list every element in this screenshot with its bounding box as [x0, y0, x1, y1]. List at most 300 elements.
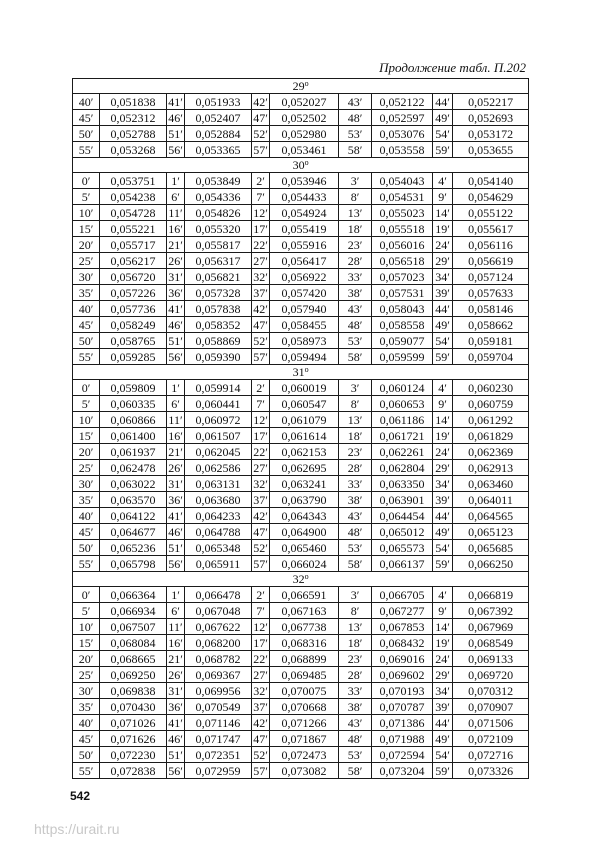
value-cell: 0,053849 — [185, 173, 252, 189]
minute-cell: 43′ — [339, 301, 372, 317]
minute-cell: 42′ — [253, 715, 268, 730]
value-cell: 0,063460 — [453, 476, 529, 492]
value-cell: 0,070193 — [372, 683, 433, 699]
minute-cell: 47′ — [253, 524, 268, 539]
value-cell: 0,069250 — [100, 667, 167, 683]
minute-cell: 22′ — [253, 651, 268, 666]
minute-cell: 19′ — [433, 635, 453, 651]
value-cell: 0,071626 — [100, 731, 167, 747]
minute-cell: 20′ — [73, 651, 100, 667]
value-cell: 0,057124 — [453, 269, 529, 285]
minute-cell: 5′ — [73, 603, 100, 619]
table-row — [73, 301, 529, 317]
value-cell: 0,061400 — [100, 428, 167, 444]
value-cell: 0,052980 — [270, 126, 339, 142]
value-cell: 0,061721 — [372, 428, 433, 444]
degree-mark: o — [304, 571, 309, 581]
minute-cell: 50′ — [73, 747, 100, 763]
angle-degrees: 31 — [292, 364, 305, 379]
table-row — [73, 253, 529, 269]
value-cell: 0,070907 — [453, 699, 529, 715]
value-cell: 0,062804 — [372, 460, 433, 476]
source-watermark: https://urait.ru — [34, 821, 120, 837]
minute-cell: 42′ — [253, 94, 268, 109]
value-cell: 0,052122 — [372, 94, 433, 110]
value-cell: 0,055221 — [100, 221, 167, 237]
minute-cell: 34′ — [433, 476, 453, 492]
value-cell: 0,059494 — [270, 349, 339, 365]
value-cell: 0,064122 — [100, 508, 167, 524]
value-cell: 0,067163 — [270, 603, 339, 619]
table-row — [73, 205, 529, 221]
minute-cell: 59′ — [433, 763, 453, 779]
value-cell: 0,063022 — [100, 476, 167, 492]
value-cell: 0,072109 — [453, 731, 529, 747]
value-cell: 0,063570 — [100, 492, 167, 508]
value-cell: 0,056619 — [453, 253, 529, 269]
minute-cell: 43′ — [339, 94, 372, 110]
value-cell: 0,071867 — [270, 731, 339, 747]
value-cell: 0,057023 — [372, 269, 433, 285]
minute-cell: 16′ — [168, 635, 183, 650]
minute-cell: 29′ — [433, 253, 453, 269]
minute-cell: 27′ — [253, 253, 268, 268]
minute-cell: 50′ — [73, 126, 100, 142]
value-cell: 0,065012 — [372, 524, 433, 540]
minute-cell: 34′ — [433, 269, 453, 285]
minute-cell: 57′ — [253, 142, 268, 157]
table-row — [73, 428, 529, 444]
value-cell: 0,066934 — [100, 603, 167, 619]
value-cell: 0,072716 — [453, 747, 529, 763]
minute-cell: 28′ — [339, 253, 372, 269]
minute-cell: 51′ — [168, 540, 183, 555]
value-cell: 0,054531 — [372, 189, 433, 205]
value-cell: 0,069838 — [100, 683, 167, 699]
values-table-container — [72, 78, 528, 779]
minute-cell: 19′ — [433, 428, 453, 444]
minute-cell: 25′ — [73, 253, 100, 269]
minute-cell: 26′ — [168, 460, 183, 475]
value-cell: 0,051933 — [185, 94, 252, 110]
minute-cell: 14′ — [433, 205, 453, 221]
value-cell: 0,060759 — [453, 396, 529, 412]
value-cell: 0,058869 — [185, 333, 252, 349]
minute-cell: 6′ — [167, 396, 185, 412]
table-row — [73, 651, 529, 667]
minute-cell: 33′ — [339, 476, 372, 492]
minute-cell: 24′ — [433, 651, 453, 667]
angle-degrees: 30 — [292, 157, 305, 172]
value-cell: 0,054140 — [453, 173, 529, 189]
value-cell: 0,072594 — [372, 747, 433, 763]
minute-cell: 0′ — [73, 173, 100, 189]
value-cell: 0,054728 — [100, 205, 167, 221]
value-cell: 0,064900 — [270, 524, 339, 540]
table-row — [73, 667, 529, 683]
minute-cell: 49′ — [433, 524, 453, 540]
table-body — [73, 79, 529, 779]
minute-cell: 46′ — [168, 731, 183, 746]
minute-cell: 26′ — [168, 667, 183, 682]
minute-cell: 36′ — [168, 285, 183, 300]
minute-cell: 44′ — [433, 301, 453, 317]
value-cell: 0,059704 — [453, 349, 529, 365]
value-cell: 0,068432 — [372, 635, 433, 651]
value-cell: 0,055122 — [453, 205, 529, 221]
minute-cell: 47′ — [253, 731, 268, 746]
minute-cell: 39′ — [433, 492, 453, 508]
value-cell: 0,069016 — [372, 651, 433, 667]
minute-cell: 42′ — [253, 508, 268, 523]
value-cell: 0,066591 — [270, 587, 339, 603]
minute-cell: 58′ — [339, 142, 372, 158]
value-cell: 0,061614 — [270, 428, 339, 444]
value-cell: 0,066137 — [372, 556, 433, 572]
table-row — [73, 285, 529, 301]
minute-cell: 9′ — [433, 189, 453, 205]
value-cell: 0,073082 — [270, 763, 339, 779]
minute-cell: 54′ — [433, 333, 453, 349]
value-cell: 0,069602 — [372, 667, 433, 683]
value-cell: 0,059914 — [185, 380, 252, 396]
minute-cell: 26′ — [168, 253, 183, 268]
value-cell: 0,063131 — [185, 476, 252, 492]
minute-cell: 38′ — [339, 285, 372, 301]
minute-cell: 38′ — [339, 699, 372, 715]
minute-cell: 5′ — [73, 396, 100, 412]
minute-cell: 18′ — [339, 428, 372, 444]
minute-cell: 36′ — [168, 699, 183, 714]
value-cell: 0,069485 — [270, 667, 339, 683]
table-row — [73, 747, 529, 763]
minute-cell: 1′ — [167, 587, 185, 603]
minute-cell: 35′ — [73, 285, 100, 301]
minute-cell: 30′ — [73, 683, 100, 699]
minute-cell: 49′ — [433, 317, 453, 333]
minute-cell: 48′ — [339, 317, 372, 333]
minute-cell: 9′ — [433, 603, 453, 619]
value-cell: 0,053558 — [372, 142, 433, 158]
minute-cell: 28′ — [339, 460, 372, 476]
minute-cell: 29′ — [433, 667, 453, 683]
value-cell: 0,072473 — [270, 747, 339, 763]
value-cell: 0,071386 — [372, 715, 433, 731]
value-cell: 0,066705 — [372, 587, 433, 603]
minute-cell: 20′ — [73, 444, 100, 460]
value-cell: 0,064011 — [453, 492, 529, 508]
value-cell: 0,067622 — [185, 619, 252, 635]
minute-cell: 11′ — [168, 412, 183, 427]
minute-cell: 47′ — [253, 317, 268, 332]
table-row — [73, 412, 529, 428]
minute-cell: 6′ — [167, 603, 185, 619]
value-cell: 0,067048 — [185, 603, 252, 619]
value-cell: 0,061186 — [372, 412, 433, 428]
value-cell: 0,065236 — [100, 540, 167, 556]
value-cell: 0,055916 — [270, 237, 339, 253]
value-cell: 0,057736 — [100, 301, 167, 317]
minute-cell: 4′ — [433, 173, 453, 189]
value-cell: 0,071988 — [372, 731, 433, 747]
minute-cell: 21′ — [168, 651, 183, 666]
minute-cell: 39′ — [433, 699, 453, 715]
minute-cell: 46′ — [168, 317, 183, 332]
table-row — [73, 189, 529, 205]
minute-cell: 50′ — [73, 540, 100, 556]
minute-cell: 41′ — [168, 301, 183, 316]
minute-cell: 37′ — [253, 699, 268, 714]
value-cell: 0,067969 — [453, 619, 529, 635]
minute-cell: 4′ — [433, 380, 453, 396]
value-cell: 0,052693 — [453, 110, 529, 126]
table-row — [73, 476, 529, 492]
minute-cell: 2′ — [252, 173, 270, 189]
minute-cell: 53′ — [339, 126, 372, 142]
minute-cell: 3′ — [339, 173, 372, 189]
values-table — [72, 78, 529, 779]
minute-cell: 40′ — [73, 715, 100, 731]
page-number: 542 — [70, 789, 91, 803]
value-cell: 0,057633 — [453, 285, 529, 301]
degree-mark: o — [304, 78, 309, 88]
value-cell: 0,068200 — [185, 635, 252, 651]
value-cell: 0,070430 — [100, 699, 167, 715]
value-cell: 0,052502 — [270, 110, 339, 126]
minute-cell: 25′ — [73, 460, 100, 476]
value-cell: 0,064343 — [270, 508, 339, 524]
minute-cell: 15′ — [73, 635, 100, 651]
value-cell: 0,056518 — [372, 253, 433, 269]
value-cell: 0,055419 — [270, 221, 339, 237]
minute-cell: 49′ — [433, 731, 453, 747]
angle-degrees: 29 — [292, 78, 305, 93]
table-row — [73, 763, 529, 779]
value-cell: 0,055518 — [372, 221, 433, 237]
value-cell: 0,067738 — [270, 619, 339, 635]
value-cell: 0,064788 — [185, 524, 252, 540]
minute-cell: 55′ — [73, 763, 100, 779]
value-cell: 0,070668 — [270, 699, 339, 715]
minute-cell: 58′ — [339, 349, 372, 365]
value-cell: 0,073204 — [372, 763, 433, 779]
minute-cell: 32′ — [253, 683, 268, 698]
value-cell: 0,070312 — [453, 683, 529, 699]
value-cell: 0,069133 — [453, 651, 529, 667]
value-cell: 0,052027 — [270, 94, 339, 110]
table-row — [73, 508, 529, 524]
minute-cell: 50′ — [73, 333, 100, 349]
minute-cell: 32′ — [253, 476, 268, 491]
section-angle-header — [73, 365, 529, 380]
minute-cell: 10′ — [73, 205, 100, 221]
table-row — [73, 587, 529, 603]
value-cell: 0,066250 — [453, 556, 529, 572]
minute-cell: 59′ — [433, 349, 453, 365]
minute-cell: 46′ — [168, 110, 183, 125]
minute-cell: 6′ — [167, 189, 185, 205]
minute-cell: 40′ — [73, 94, 100, 110]
value-cell: 0,064677 — [100, 524, 167, 540]
minute-cell: 44′ — [433, 94, 453, 110]
value-cell: 0,071146 — [185, 715, 252, 731]
minute-cell: 52′ — [253, 747, 268, 762]
minute-cell: 48′ — [339, 524, 372, 540]
minute-cell: 1′ — [167, 380, 185, 396]
value-cell: 0,058043 — [372, 301, 433, 317]
value-cell: 0,068665 — [100, 651, 167, 667]
value-cell: 0,072838 — [100, 763, 167, 779]
value-cell: 0,052217 — [453, 94, 529, 110]
minute-cell: 24′ — [433, 237, 453, 253]
value-cell: 0,065348 — [185, 540, 252, 556]
value-cell: 0,067277 — [372, 603, 433, 619]
minute-cell: 7′ — [252, 396, 270, 412]
minute-cell: 41′ — [168, 715, 183, 730]
minute-cell: 0′ — [73, 587, 100, 603]
minute-cell: 22′ — [253, 237, 268, 252]
value-cell: 0,055023 — [372, 205, 433, 221]
value-cell: 0,068899 — [270, 651, 339, 667]
minute-cell: 18′ — [339, 221, 372, 237]
value-cell: 0,072959 — [185, 763, 252, 779]
value-cell: 0,065573 — [372, 540, 433, 556]
minute-cell: 44′ — [433, 508, 453, 524]
minute-cell: 52′ — [253, 333, 268, 348]
value-cell: 0,052884 — [185, 126, 252, 142]
minute-cell: 55′ — [73, 142, 100, 158]
value-cell: 0,060335 — [100, 396, 167, 412]
value-cell: 0,066024 — [270, 556, 339, 572]
minute-cell: 40′ — [73, 508, 100, 524]
minute-cell: 31′ — [168, 269, 183, 284]
value-cell: 0,054043 — [372, 173, 433, 189]
value-cell: 0,058249 — [100, 317, 167, 333]
minute-cell: 36′ — [168, 492, 183, 507]
value-cell: 0,062153 — [270, 444, 339, 460]
table-row — [73, 269, 529, 285]
minute-cell: 31′ — [168, 683, 183, 698]
value-cell: 0,062045 — [185, 444, 252, 460]
minute-cell: 30′ — [73, 269, 100, 285]
value-cell: 0,053076 — [372, 126, 433, 142]
minute-cell: 41′ — [168, 508, 183, 523]
section-angle-header — [73, 158, 529, 173]
table-row — [73, 540, 529, 556]
value-cell: 0,056217 — [100, 253, 167, 269]
value-cell: 0,058765 — [100, 333, 167, 349]
value-cell: 0,060547 — [270, 396, 339, 412]
value-cell: 0,059390 — [185, 349, 252, 365]
minute-cell: 13′ — [339, 412, 372, 428]
value-cell: 0,071026 — [100, 715, 167, 731]
table-caption: Продолжение табл. П.202 — [379, 60, 526, 75]
value-cell: 0,053172 — [453, 126, 529, 142]
table-row — [73, 237, 529, 253]
minute-cell: 53′ — [339, 540, 372, 556]
value-cell: 0,057328 — [185, 285, 252, 301]
table-row — [73, 126, 529, 142]
minute-cell: 43′ — [339, 715, 372, 731]
table-row — [73, 317, 529, 333]
table-row — [73, 173, 529, 189]
minute-cell: 45′ — [73, 524, 100, 540]
degree-mark: o — [304, 157, 309, 167]
minute-cell: 49′ — [433, 110, 453, 126]
value-cell: 0,060441 — [185, 396, 252, 412]
minute-cell: 28′ — [339, 667, 372, 683]
value-cell: 0,069956 — [185, 683, 252, 699]
minute-cell: 17′ — [253, 428, 268, 443]
table-row — [73, 556, 529, 572]
minute-cell: 21′ — [168, 237, 183, 252]
minute-cell: 23′ — [339, 237, 372, 253]
value-cell: 0,058455 — [270, 317, 339, 333]
value-cell: 0,066364 — [100, 587, 167, 603]
minute-cell: 17′ — [253, 221, 268, 236]
minute-cell: 11′ — [168, 619, 183, 634]
minute-cell: 8′ — [339, 189, 372, 205]
minute-cell: 57′ — [253, 763, 268, 778]
minute-cell: 12′ — [253, 205, 268, 220]
value-cell: 0,062913 — [453, 460, 529, 476]
value-cell: 0,060019 — [270, 380, 339, 396]
value-cell: 0,055717 — [100, 237, 167, 253]
table-row — [73, 94, 529, 110]
minute-cell: 52′ — [253, 540, 268, 555]
minute-cell: 2′ — [252, 380, 270, 396]
value-cell: 0,057420 — [270, 285, 339, 301]
degree-mark: o — [304, 364, 309, 374]
value-cell: 0,063790 — [270, 492, 339, 508]
minute-cell: 45′ — [73, 731, 100, 747]
value-cell: 0,070549 — [185, 699, 252, 715]
section-angle-header — [73, 79, 529, 94]
value-cell: 0,056922 — [270, 269, 339, 285]
minute-cell: 44′ — [433, 715, 453, 731]
minute-cell: 7′ — [252, 189, 270, 205]
minute-cell: 22′ — [253, 444, 268, 459]
section-header-row — [73, 158, 529, 173]
table-row — [73, 492, 529, 508]
minute-cell: 8′ — [339, 603, 372, 619]
minute-cell: 18′ — [339, 635, 372, 651]
value-cell: 0,057940 — [270, 301, 339, 317]
minute-cell: 10′ — [73, 412, 100, 428]
value-cell: 0,065460 — [270, 540, 339, 556]
minute-cell: 52′ — [253, 126, 268, 141]
value-cell: 0,058558 — [372, 317, 433, 333]
value-cell: 0,064454 — [372, 508, 433, 524]
minute-cell: 2′ — [252, 587, 270, 603]
value-cell: 0,062261 — [372, 444, 433, 460]
minute-cell: 17′ — [253, 635, 268, 650]
value-cell: 0,061507 — [185, 428, 252, 444]
value-cell: 0,062586 — [185, 460, 252, 476]
minute-cell: 58′ — [339, 763, 372, 779]
minute-cell: 56′ — [168, 763, 183, 778]
value-cell: 0,055817 — [185, 237, 252, 253]
minute-cell: 53′ — [339, 747, 372, 763]
value-cell: 0,056821 — [185, 269, 252, 285]
minute-cell: 56′ — [168, 556, 183, 571]
value-cell: 0,054336 — [185, 189, 252, 205]
value-cell: 0,065685 — [453, 540, 529, 556]
value-cell: 0,065911 — [185, 556, 252, 572]
minute-cell: 21′ — [168, 444, 183, 459]
minute-cell: 56′ — [168, 142, 183, 157]
value-cell: 0,056720 — [100, 269, 167, 285]
